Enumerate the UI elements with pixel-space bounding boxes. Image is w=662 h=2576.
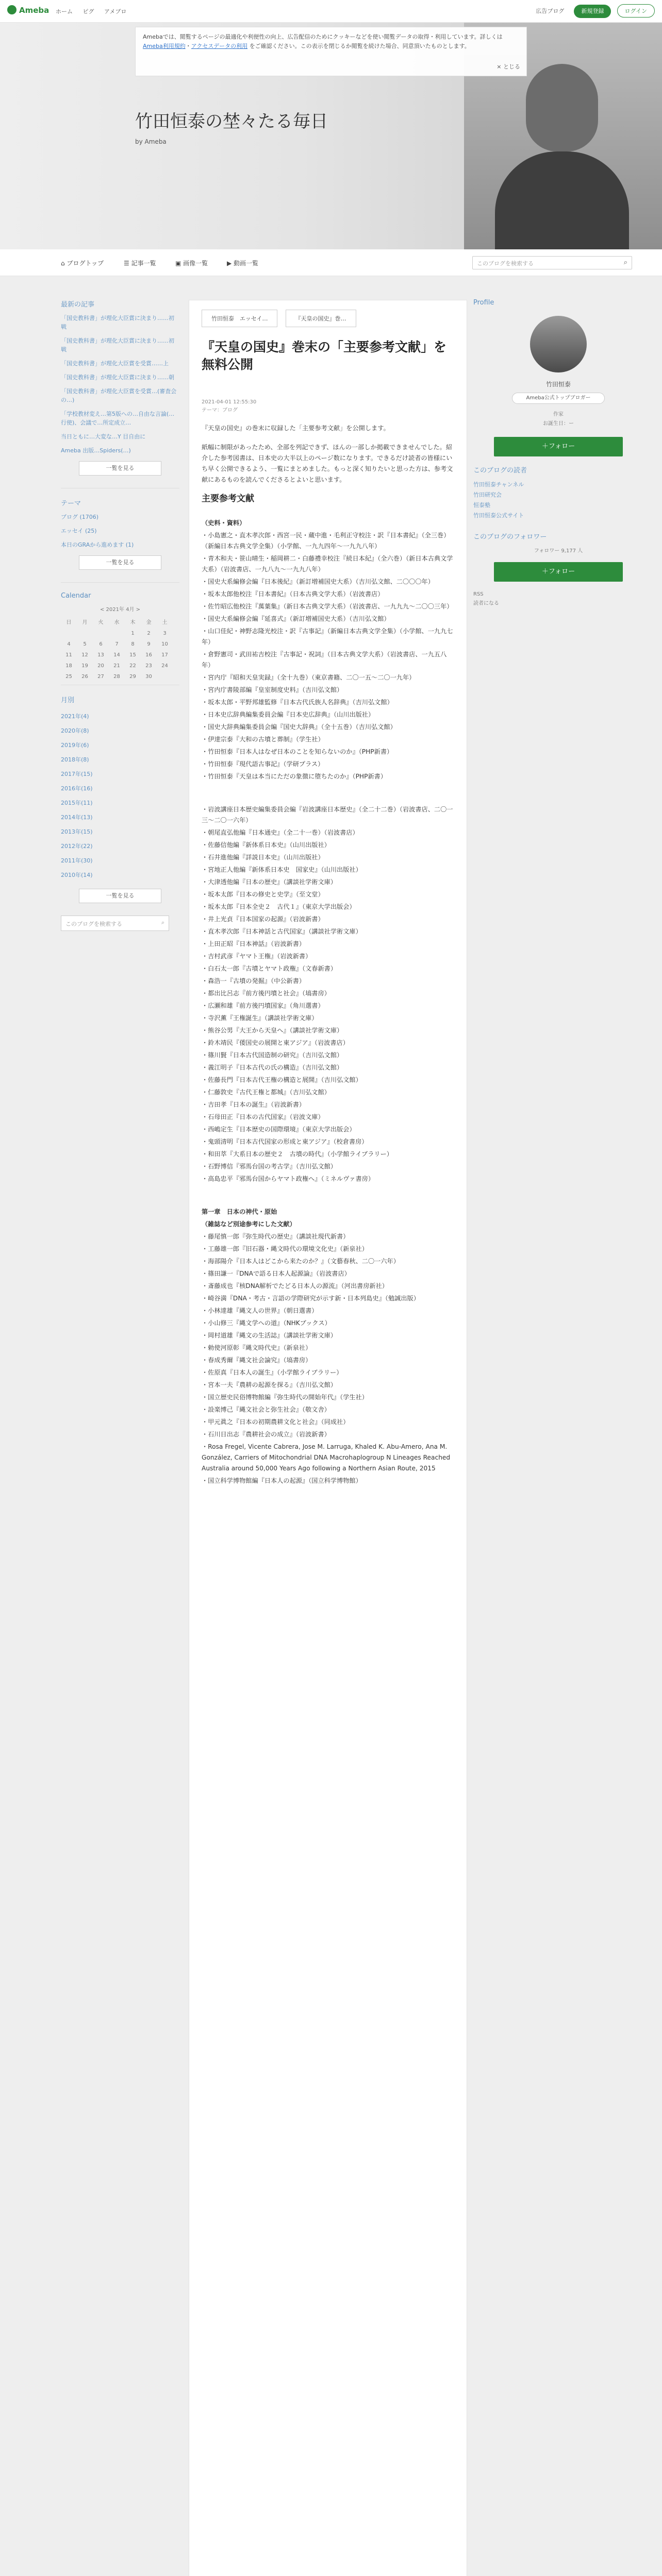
reference-item: ・竹田恒泰『天皇は本当にただの象徴に堕ちたのか』（PHP新書） <box>202 773 387 780</box>
reference-item: ・井上光貞『日本国家の起源』（岩波新書） <box>202 916 324 923</box>
article-date: 2021-04-01 12:55:30 <box>202 399 257 405</box>
archive-link[interactable]: 2011年(30) <box>61 857 93 864</box>
reference-item: ・吉村武彦『ヤマト王権』（岩波新書） <box>202 953 312 960</box>
profile-title: Profile <box>473 299 494 307</box>
reference-item: ・坂本太郎・平野邦雄監修『日本古代氏族人名辞典』（吉川弘文館） <box>202 699 393 706</box>
top-bar <box>0 0 662 23</box>
intro-paragraph: 紙幅に制限があったため、全部を列記できず、ほんの一部しか掲載できませんでした。紹介した参考図書は、日本史の大半以上のページ数になります。できるだけ読者の皆様にいち早く公開できるよう、一覧にまとめました。もっと深く知りたいと思った方は、参考文献にあるものを読んでくださるとよいと思います。 <box>202 444 453 483</box>
blog-byline: by Ameba <box>135 138 167 145</box>
reference-item: ・甲元眞之『日本の初期農耕文化と社会』（同成社） <box>202 1418 350 1426</box>
reference-item: ・設楽博己『縄文社会と弥生社会』（敬文舎） <box>202 1406 330 1413</box>
article-title[interactable]: 『天皇の国史』巻末の「主要参考文献」を無料公開 <box>202 340 447 372</box>
reference-item: ・直木孝次郎『日本神話と古代国家』（講談社学術文庫） <box>202 928 362 935</box>
reference-item: ・春成秀爾『縄文社会論究』（塙書房） <box>202 1357 312 1364</box>
subsection-heading: （史料・資料） <box>202 519 246 527</box>
reference-item: ・坂本太郎他校注『日本書紀』（日本古典文学大系）（岩波書店） <box>202 590 384 598</box>
reference-item: ・石井進他編『詳説日本史』（山川出版社） <box>202 854 324 861</box>
avatar[interactable] <box>530 316 587 372</box>
reference-item: ・吉田孝『日本の誕生』（岩波新書） <box>202 1101 306 1108</box>
reference-item: ・藤尾慎一郎『弥生時代の歴史』（講談社現代新書） <box>202 1233 350 1240</box>
latest-articles-list <box>61 314 179 455</box>
intro-paragraph: 『天皇の国史』の巻末に収録した「主要参考文献」を公開します。 <box>202 425 390 432</box>
latest-article-link[interactable]: 「国史教科書」が理化大臣賞を受賞……上 <box>61 360 169 367</box>
theme-link[interactable]: エッセイ (25) <box>61 528 97 534</box>
reference-item: ・宮内庁書陵部編『皇室制度史料』（吉川弘文館） <box>202 686 343 693</box>
access-data-link[interactable]: アクセスデータの利用 <box>191 43 248 49</box>
archive-link[interactable]: 2013年(15) <box>61 828 93 835</box>
prev-article-tab[interactable]: 竹田恒泰 エッセイ… <box>202 310 277 327</box>
blog-navbar <box>0 249 662 276</box>
reference-item: ・佐竹昭広他校注『萬葉集』（新日本古典文学大系）（岩波書店、一九九九〜二〇〇三年） <box>202 603 453 610</box>
image-icon: ▣ <box>175 260 184 267</box>
theme-title: テーマ <box>61 500 81 507</box>
reference-item: ・森浩一『古墳の発掘』（中公新書） <box>202 977 306 985</box>
latest-article-link[interactable]: 当日ともに…大変な…Y 目自由に <box>61 433 146 440</box>
article-body <box>202 423 454 1488</box>
reference-item: ・義江明子『日本古代の氏の構造』（吉川弘文館） <box>202 1064 343 1071</box>
reference-item: ・仁藤敦史『古代王権と都城』（吉川弘文館） <box>202 1089 330 1096</box>
article-theme[interactable]: テーマ：ブログ <box>202 408 238 413</box>
followers-title: このブログのフォロワー <box>473 533 547 541</box>
latest-more-button[interactable]: 一覧を見る <box>79 461 161 476</box>
reference-item: ・西嶋定生『日本歴史の国際環境』（東京大学出版会） <box>202 1126 356 1133</box>
reference-item: ・岩波講座日本歴史編集委員会編『岩波講座日本歴史』（全二十二巻）（岩波書店、二〇一三〜二〇一六年） <box>202 806 453 824</box>
reference-item: ・白石太一郎『古墳とヤマト政権』（文春新書） <box>202 965 337 972</box>
search-icon[interactable]: ⌕ <box>161 919 164 926</box>
reference-item: ・海部陽介『日本人はどこから来たのか？』（文藝春秋、二〇一六年） <box>202 1258 400 1265</box>
profile-name[interactable]: 竹田恒泰 <box>545 381 571 388</box>
notice-close-button[interactable]: × とじる <box>496 63 520 70</box>
nav-image-list[interactable]: ▣ 画像一覧 <box>175 260 208 267</box>
reference-item: ・小林達雄『縄文人の世界』（朝日選書） <box>202 1307 318 1314</box>
reference-item: ・小島憲之・直木孝次郎・西宮一民・蔵中進・毛利正守校注・訳『日本書紀』（全三巻）（新編日本古典文学全集）（小学館、一九九四年〜一九九八年） <box>202 532 450 550</box>
ad-blog-link[interactable]: 広告ブログ <box>536 8 565 14</box>
reference-item: ・山口佳紀・神野志隆光校注・訳『古事記』（新編日本古典文学全集）（小学館、一九九七年） <box>202 628 453 646</box>
archive-link[interactable]: 2018年(8) <box>61 756 89 763</box>
calendar-month[interactable]: < 2021年 4月 > <box>100 607 141 613</box>
topnav-home[interactable]: ホーム <box>56 8 73 15</box>
archive-title: 月別 <box>61 697 75 704</box>
reference-item: ・青木和夫・笹山晴生・稲岡耕二・白藤禮幸校注『続日本紀』（全六巻）（新日本古典文学大系）（岩波書店、一九八九〜一九九八年） <box>202 555 453 573</box>
profile-link[interactable]: 恒泰塾 <box>473 502 490 509</box>
topnav-pigg[interactable]: ピグ <box>82 8 94 15</box>
archive-list <box>61 709 179 883</box>
archive-link[interactable]: 2019年(6) <box>61 742 89 749</box>
list-icon: ☰ <box>124 260 131 267</box>
reference-item: ・熊谷公男『大王から天皇へ』（講談社学術文庫） <box>202 1027 343 1034</box>
archive-link[interactable]: 2015年(11) <box>61 800 93 806</box>
terms-link[interactable]: Ameba利用規約 <box>143 43 186 49</box>
reference-item: ・寺沢薫『王権誕生』（講談社学術文庫） <box>202 1014 318 1022</box>
ameba-logo-icon <box>7 5 16 14</box>
reference-item: ・斎藤成也『核DNA解析でたどる日本人の源流』（河出書房新社） <box>202 1282 388 1290</box>
notice-text: Amebaでは、閲覧するページの最適化や利便性の向上、広告配信のためにクッキーなどを使い閲覧データの取得・利用しています。詳しくは <box>143 33 503 40</box>
reference-item: ・石川日出志『農耕社会の成立』（岩波新書） <box>202 1431 330 1438</box>
reference-item: ・篠田謙一『DNAで語る日本人起源論』（岩波書店） <box>202 1270 351 1277</box>
login-button[interactable]: ログイン <box>617 4 655 18</box>
video-icon: ▶ <box>227 260 234 267</box>
theme-more-button[interactable]: 一覧を見る <box>79 555 161 570</box>
profile-links <box>473 480 643 521</box>
latest-articles-title: 最新の記事 <box>61 301 95 309</box>
reference-item: ・国史大系編修会編『日本後紀』（新訂増補国史大系）（吉川弘文館、二〇〇〇年） <box>202 578 434 585</box>
archive-link[interactable]: 2012年(22) <box>61 843 93 850</box>
blog-title[interactable]: 竹田恒泰の埜々たる毎日 <box>135 111 328 132</box>
reference-item: ・広瀬和雄『前方後円墳国家』（角川選書） <box>202 1002 324 1009</box>
reference-item: ・Rosa Fregel, Vicente Cabrera, Jose M. Larruga, Khaled K. Abu-Amero, Ana M. González, Carriers of Mitochondrial DNA Macrohaplogroup N Lineages Reached Australia around 50,000 Years Ago following a Northern Asian Route, 2015 <box>202 1443 451 1472</box>
archive-link[interactable]: 2021年(4) <box>61 713 89 720</box>
calendar: < 2021年 4月 > 日 月 火 水 木 金 土 1 2 3 4 5 6 7 8 9 10 11 12 13 14 15 16 17 18 19 20 21 22 23 24 25 26 27 28 29 30 <box>61 605 179 680</box>
nav-article-list[interactable]: ☰ 記事一覧 <box>124 260 156 267</box>
reference-item: ・国立科学博物館編『日本人の起源』（国立科学博物館） <box>202 1477 362 1484</box>
reference-item: ・竹田恒泰『日本人はなぜ日本のことを知らないのか』（PHP新書） <box>202 748 393 755</box>
right-sidebar <box>473 299 643 608</box>
cookie-notice: Amebaでは、閲覧するページの最適化や利便性の向上、広告配信のためにクッキーなどを使い閲覧データの取得・利用しています。詳しくは Ameba利用規約・アクセスデータの利用 をご確認ください。この表示を閉じるか閲覧を続けた場合、同意頂いたものとします。 × とじる <box>135 27 527 76</box>
latest-article-link[interactable]: 「国史教科書」が理化大臣賞に決まり……朝 <box>61 374 174 381</box>
sidebar-search-input[interactable]: このブログを検索する ⌕ <box>61 916 169 931</box>
reference-list <box>202 530 454 782</box>
latest-article-link[interactable]: 「国史教科書」が理化大臣賞に決まり……初戦 <box>61 337 174 353</box>
rss-block <box>473 590 643 608</box>
subsection-heading: （雑誌など別途参考にした文献） <box>202 1221 296 1228</box>
reference-item: ・岡村道雄『縄文の生活誌』（講談社学術文庫） <box>202 1332 337 1339</box>
archive-link[interactable]: 2020年(8) <box>61 727 89 734</box>
reference-item: ・高島忠平『邪馬台国からヤマト政権へ』（ミネルヴァ書房） <box>202 1175 375 1182</box>
reference-item: ・朝尾直弘他編『日本通史』（全二十一巻）（岩波書店） <box>202 829 359 836</box>
nav-blog-top[interactable]: ⌂ ブログトップ <box>61 260 104 267</box>
notice-text-2: をご確認ください。この表示を閉じるか閲覧を続けた場合、同意頂いたものとします。 <box>249 43 470 49</box>
reference-item: ・石母田正『日本の古代国家』（岩波文庫） <box>202 1113 324 1121</box>
chapter-heading: 第一章 日本の神代・原始 <box>202 1208 277 1215</box>
follow-button[interactable]: ＋フォロー <box>494 437 623 456</box>
reference-item: ・倉野憲司・武田祐吉校注『古事記・祝詞』（日本古典文学大系）（岩波書店、一九五八年） <box>202 651 447 669</box>
reference-list <box>202 804 454 1184</box>
topbar-actions <box>536 4 655 18</box>
reference-item: ・大津透他編『日本の歴史』（講談社学術文庫） <box>202 878 337 886</box>
follower-count: フォロワー 9,177 人 <box>534 548 583 554</box>
archive-link[interactable]: 2014年(13) <box>61 814 93 821</box>
rss-link[interactable]: RSS <box>473 591 484 597</box>
article-tabs <box>202 310 361 327</box>
latest-article-link[interactable]: 「学校教材変え…第5版への…自由な言論(…行使)、会議で…所定成立… <box>61 411 175 426</box>
reference-item: ・国史大辞典編集委員会編『国史大辞典』（全十五巻）（吉川弘文館） <box>202 723 396 731</box>
reference-item: ・石野博信『邪馬台国の考古学』（吉川弘文館） <box>202 1163 337 1170</box>
article-card <box>189 300 467 2576</box>
archive-more-button[interactable]: 一覧を見る <box>79 889 161 903</box>
reference-item: ・工藤雄一郎『旧石器・縄文時代の環境文化史』（新泉社） <box>202 1245 368 1252</box>
logo-text: Ameba <box>19 6 49 15</box>
reference-item: ・竹田恒泰『現代語古事記』（学研プラス） <box>202 760 324 768</box>
topnav-ameblo[interactable]: アメブロ <box>104 8 127 15</box>
section-heading: 主要参考文献 <box>202 494 254 504</box>
theme-link[interactable]: 本日のGRAから進めます (1) <box>61 541 134 548</box>
calendar-title: Calendar <box>61 592 91 600</box>
home-icon: ⌂ <box>61 260 67 267</box>
theme-link[interactable]: ブログ (1706) <box>61 514 99 520</box>
profile-meta: 作家 お誕生日：ー <box>543 412 574 427</box>
follow-button-2[interactable]: ＋フォロー <box>494 562 623 582</box>
archive-link[interactable]: 2016年(16) <box>61 785 93 792</box>
archive-link[interactable]: 2010年(14) <box>61 872 93 878</box>
reference-item: ・佐藤信他編『新体系日本史』（山川出版社） <box>202 841 330 849</box>
profile-link[interactable]: 竹田研究会 <box>473 492 502 498</box>
theme-list <box>61 513 179 549</box>
latest-article-link[interactable]: Ameba 出版…Spiders(…) <box>61 447 131 454</box>
reference-item: ・崎谷満『DNA・考古・言語の学際研究が示す新・日本列島史』（勉誠出版） <box>202 1295 420 1302</box>
reference-item: ・坂本太郎『日本全史２ 古代１』（東京大学出版会） <box>202 903 356 910</box>
next-article-tab[interactable]: 『天皇の国史』巻… <box>286 310 356 327</box>
latest-article-link[interactable]: 「国史教科書」が理化大臣賞を受賞…(審査会の…) <box>61 388 177 403</box>
top-nav <box>56 7 135 15</box>
reference-item: ・鬼頭清明『日本古代国家の形成と東アジア』（校倉書房） <box>202 1138 368 1145</box>
ameba-logo[interactable] <box>7 5 49 15</box>
search-icon[interactable]: ⌕ <box>623 259 627 266</box>
latest-article-link[interactable]: 「国史教科書」が理化大臣賞に決まり……初戦 <box>61 315 174 330</box>
reference-item: ・篠川賢『日本古代国造制の研究』（吉川弘文館） <box>202 1052 343 1059</box>
reference-item: ・上田正昭『日本神話』（岩波新書） <box>202 940 306 947</box>
reference-item: ・鈴木靖民『倭国史の展開と東アジア』（岩波書店） <box>202 1039 349 1046</box>
reference-item: ・国史大系編修会編『延喜式』（新訂増補国史大系）（吉川弘文館） <box>202 615 390 622</box>
left-sidebar <box>61 299 179 931</box>
reference-item: ・和田萃『大系日本の歴史２ 古墳の時代』（小学館ライブラリー） <box>202 1150 393 1158</box>
article-meta <box>202 398 256 415</box>
reference-item: ・日本史広辞典編集委員会編『日本史広辞典』（山川出版社） <box>202 711 375 718</box>
profile-link[interactable]: 竹田恒泰チャンネル <box>473 481 524 488</box>
reference-item: ・宮地正人他編『新体系日本史 国家史』（山川出版社） <box>202 866 362 873</box>
official-badge[interactable]: Ameba公式トップブロガー <box>512 393 605 404</box>
reference-item: ・勅使河原彰『縄文時代史』（新泉社） <box>202 1344 312 1351</box>
reference-item: ・宮本一夫『農耕の起源を探る』（吉川弘文館） <box>202 1381 337 1388</box>
reference-item: ・佐原真『日本人の誕生』（小学館ライブラリー） <box>202 1369 343 1376</box>
reference-item: ・佐藤長門『日本古代王権の構造と展開』（吉川弘文館） <box>202 1076 362 1083</box>
register-button[interactable]: 新規登録 <box>574 5 611 18</box>
reference-list <box>202 1231 454 1486</box>
reader-link[interactable]: 読者になる <box>473 601 499 606</box>
archive-link[interactable]: 2017年(15) <box>61 771 93 777</box>
reference-item: ・伊達宗泰『大和の古墳と葬制』（学生社） <box>202 736 324 743</box>
reference-item: ・国立歴史民俗博物館編『弥生時代の開始年代』（学生社） <box>202 1394 368 1401</box>
nav-video-list[interactable]: ▶ 動画一覧 <box>227 260 259 267</box>
reference-item: ・坂本太郎『日本の修史と史学』（至文堂） <box>202 891 324 898</box>
profile-link[interactable]: 竹田恒泰公式サイト <box>473 512 524 519</box>
reader-title: このブログの読者 <box>473 467 527 474</box>
reference-item: ・都出比呂志『前方後円墳と社会』（塙書房） <box>202 990 330 997</box>
reference-item: ・小山修三『縄文学への道』（NHKブックス） <box>202 1319 331 1327</box>
reference-item: ・宮内庁『昭和天皇実録』（全十九巻）（東京書籍、二〇一五〜二〇一九年） <box>202 674 416 681</box>
blog-search-input[interactable]: このブログを検索する ⌕ <box>472 256 632 269</box>
